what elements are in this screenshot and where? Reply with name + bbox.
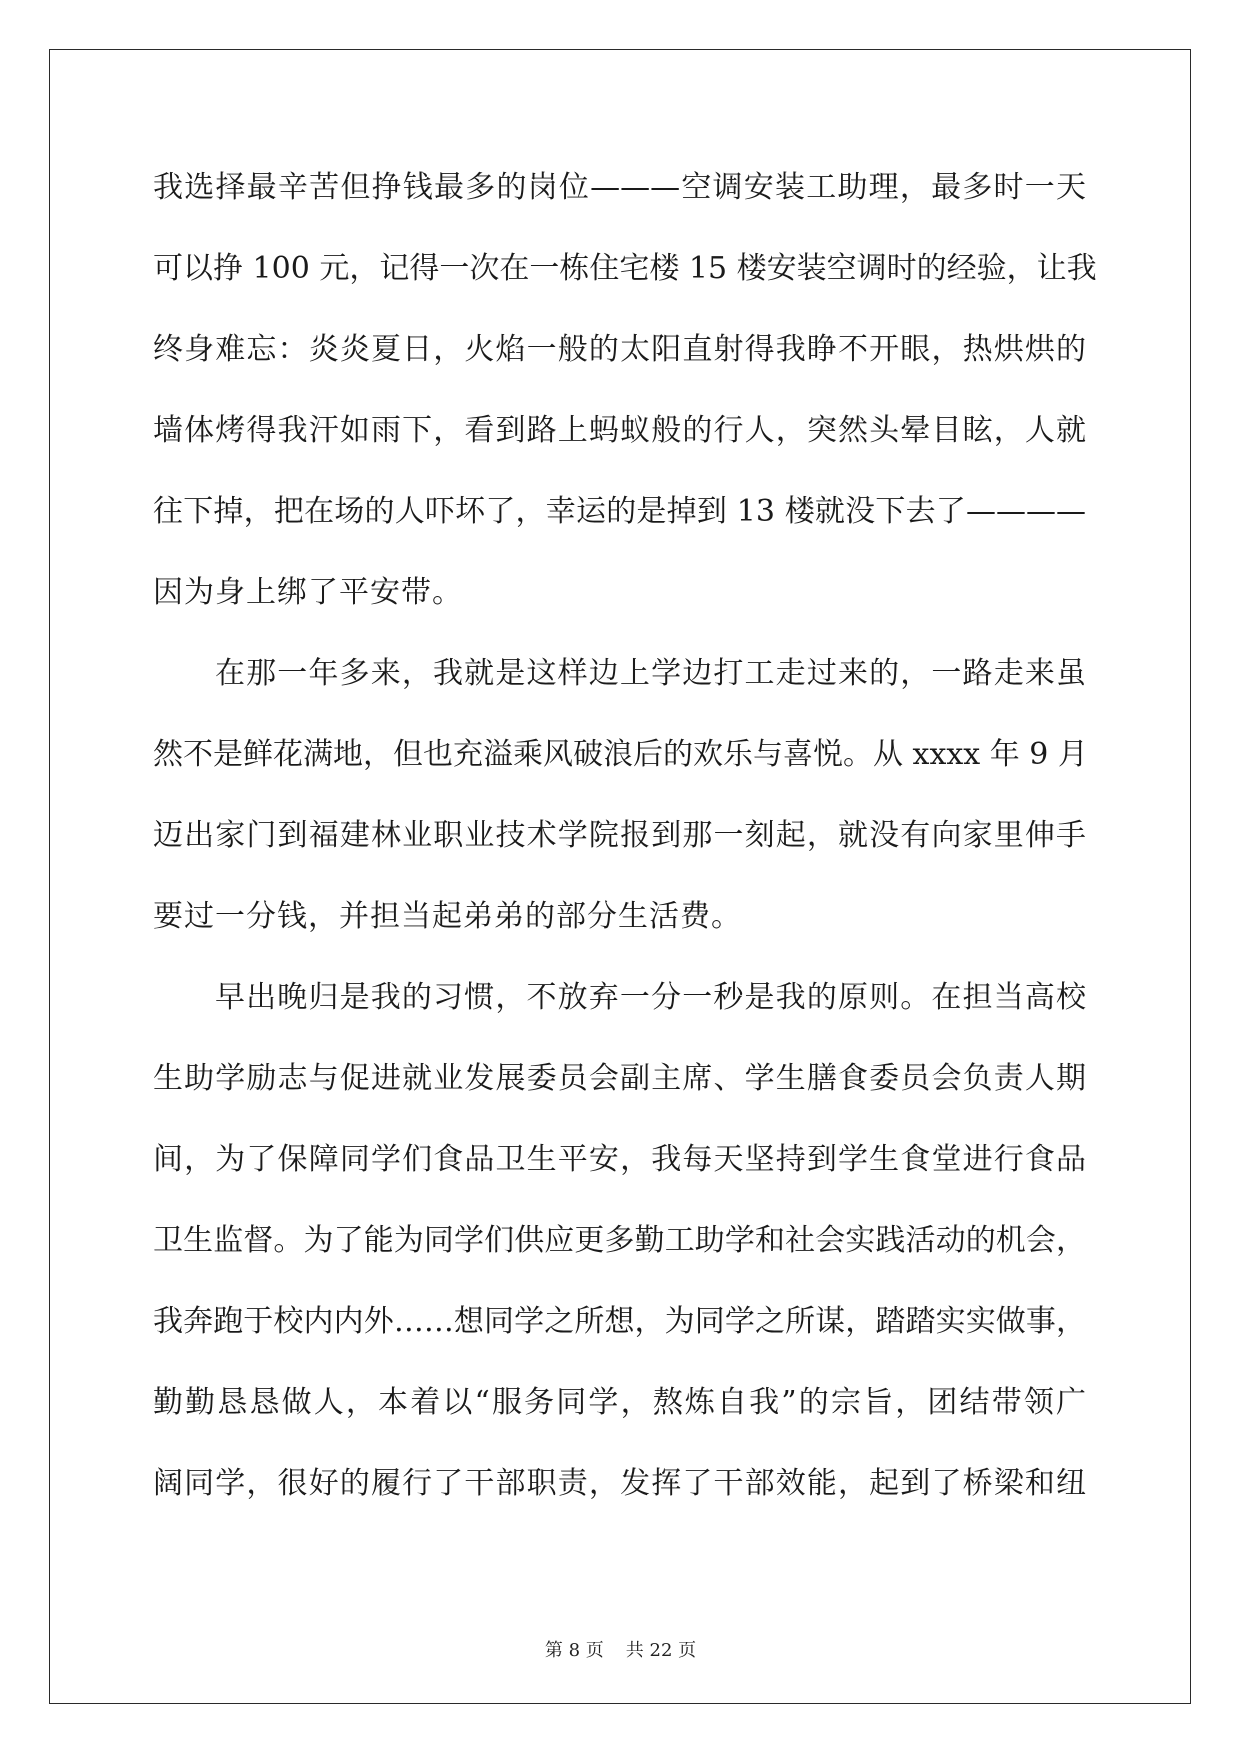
text-line: 勤勤恳恳做人，本着以“服务同学，熬炼自我”的宗旨，团结带领广	[153, 1385, 1086, 1420]
text-line: 间，为了保障同学们食品卫生平安，我每天坚持到学生食堂进行食品	[153, 1142, 1086, 1177]
text-line: 可以挣 100 元，记得一次在一栋住宅楼 15 楼安装空调时的经验，让我	[153, 251, 1097, 286]
text-line: 生助学励志与促进就业发展委员会副主席、学生膳食委员会负责人期	[153, 1061, 1086, 1096]
text-line: 终身难忘：炎炎夏日，火焰一般的太阳直射得我睁不开眼，热烘烘的	[153, 332, 1086, 367]
text-line: 我奔跑于校内内外……想同学之所想，为同学之所谋，踏踏实实做事，	[153, 1304, 1086, 1339]
text-line: 因为身上绑了平安带。	[153, 575, 463, 610]
paragraph-first-line: 在那一年多来，我就是这样边上学边打工走过来的，一路走来虽	[215, 656, 1086, 691]
text-line: 墙体烤得我汗如雨下，看到路上蚂蚁般的行人，突然头晕目眩，人就	[153, 413, 1086, 448]
text-line: 然不是鲜花满地，但也充溢乘风破浪后的欢乐与喜悦。从 xxxx 年 9 月	[153, 737, 1088, 772]
text-line: 卫生监督。为了能为同学们供应更多勤工助学和社会实践活动的机会，	[153, 1223, 1086, 1258]
page-footer	[0, 1639, 1241, 1663]
total-pages: 共 22 页	[625, 1640, 697, 1661]
paragraph-first-line: 早出晚归是我的习惯，不放弃一分一秒是我的原则。在担当高校	[215, 980, 1086, 1015]
text-line: 迈出家门到福建林业职业技术学院报到那一刻起，就没有向家里伸手	[153, 818, 1086, 853]
text-line: 要过一分钱，并担当起弟弟的部分生活费。	[153, 899, 742, 934]
page-number: 第 8 页	[544, 1640, 604, 1661]
text-line: 我选择最辛苦但挣钱最多的岗位———空调安装工助理，最多时一天	[153, 170, 1086, 205]
page-border	[49, 49, 1191, 1704]
text-line: 阔同学，很好的履行了干部职责，发挥了干部效能，起到了桥梁和纽	[153, 1466, 1086, 1501]
text-line: 往下掉，把在场的人吓坏了，幸运的是掉到 13 楼就没下去了————	[153, 494, 1086, 529]
